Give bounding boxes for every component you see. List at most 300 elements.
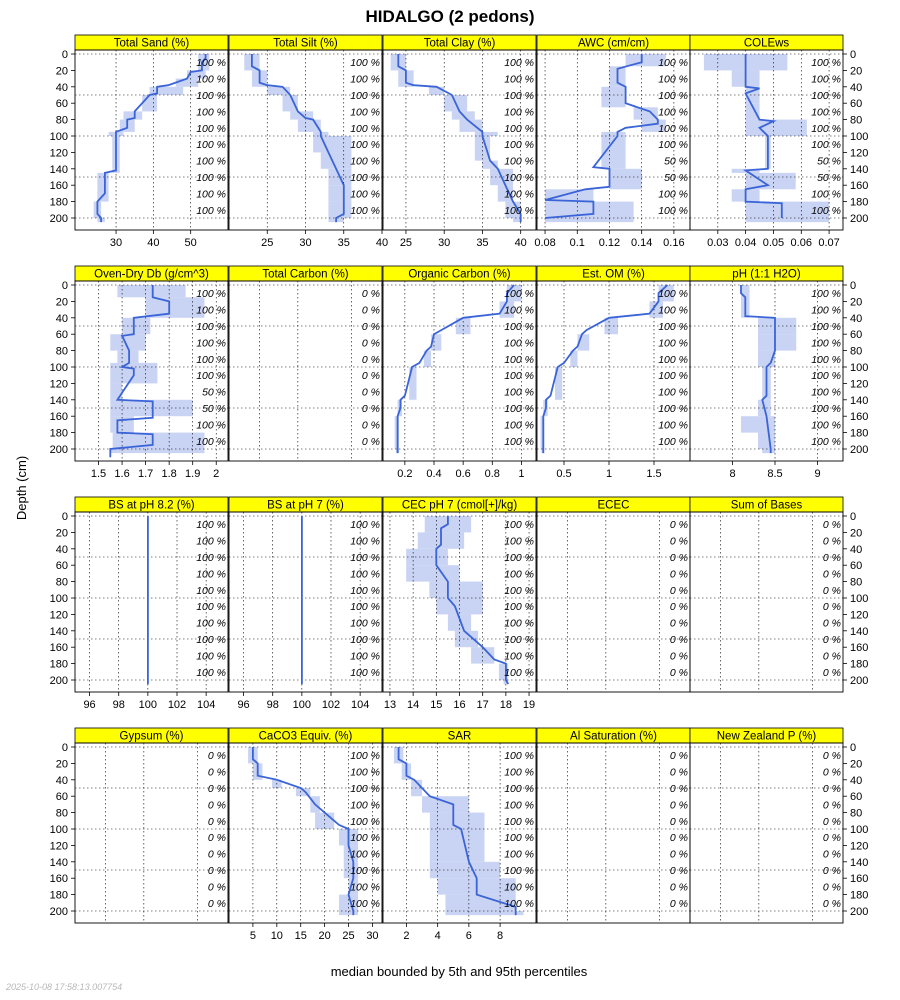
pct-label: 100 % (504, 139, 534, 152)
pct-label: 0 % (669, 617, 688, 630)
pct-label: 100 % (658, 288, 688, 301)
y-tick-label: 160 (49, 642, 68, 655)
pct-label: 0 % (822, 535, 841, 548)
y-tick-label: 160 (49, 180, 68, 193)
y-tick-label: 140 (49, 625, 68, 638)
pct-label: 0 % (669, 897, 688, 910)
pct-label: 100 % (658, 304, 688, 317)
x-tick-label: 102 (167, 699, 187, 711)
pct-label: 0 % (669, 650, 688, 663)
pct-label: 100 % (350, 90, 380, 102)
x-tick-label: 17 (476, 699, 489, 711)
band-segment (321, 152, 352, 168)
pct-label: 100 % (504, 750, 534, 763)
pct-label: 0 % (669, 766, 688, 779)
pct-label: 0 % (207, 832, 226, 845)
x-tick-label: 0.08 (534, 237, 556, 249)
pct-label: 100 % (350, 122, 380, 135)
pct-label: 0 % (822, 865, 841, 877)
pct-label: 100 % (811, 370, 841, 383)
pct-label: 50 % (664, 155, 688, 168)
y-tick-label: 180 (850, 658, 869, 671)
pct-label: 100 % (658, 353, 688, 366)
pct-label: 100 % (811, 57, 841, 70)
x-tick-label: 13 (383, 699, 397, 711)
pct-label: 0 % (669, 584, 688, 597)
band-segment (283, 95, 298, 111)
y-tick-label: 140 (49, 394, 68, 407)
x-tick-label: 50 (184, 237, 197, 249)
band-segment (110, 383, 122, 399)
y-tick-label: 100 (850, 824, 869, 836)
x-tick-label: 0.16 (663, 237, 685, 249)
x-tick-label: 0.12 (598, 237, 621, 249)
band-segment (605, 318, 619, 334)
pct-label: 0 % (669, 568, 688, 581)
y-tick-label: 180 (49, 196, 68, 209)
x-tick-label: 6 (465, 930, 472, 942)
pct-label: 100 % (811, 403, 841, 415)
y-tick-label: 20 (55, 758, 68, 771)
pct-label: 100 % (196, 288, 226, 301)
y-tick-label: 60 (55, 98, 68, 111)
x-tick-label: 40 (147, 237, 160, 249)
y-tick-label: 120 (850, 378, 869, 391)
x-tick-label: 0.04 (734, 237, 757, 249)
panel-total-clay (383, 35, 536, 249)
panel-frame (537, 512, 690, 692)
pct-label: 100 % (658, 321, 688, 333)
pct-label: 100 % (196, 337, 226, 350)
pct-label: 100 % (658, 73, 688, 86)
y-tick-label: 100 (49, 824, 68, 836)
band-segment (176, 79, 198, 87)
pct-label: 0 % (822, 584, 841, 597)
x-tick-label: 0.6 (455, 468, 471, 480)
pct-label: 100 % (196, 188, 226, 201)
pct-label: 100 % (658, 370, 688, 383)
chart-title: HIDALGO (2 pedons) (365, 7, 535, 26)
y-tick-label: 60 (850, 329, 863, 342)
pct-label: 100 % (504, 321, 534, 333)
y-tick-label: 120 (850, 147, 869, 160)
pct-label: 100 % (350, 601, 380, 614)
pct-label: 100 % (504, 73, 534, 86)
pct-label: 100 % (504, 832, 534, 845)
pct-label: 100 % (504, 288, 534, 301)
pct-label: 100 % (811, 304, 841, 317)
strip-label: Total Carbon (%) (262, 268, 349, 281)
pct-label: 100 % (504, 370, 534, 383)
pct-label: 100 % (196, 204, 226, 217)
strip-label: ECEC (597, 499, 630, 512)
x-tick-label: 30 (366, 930, 379, 942)
y-tick-label: 180 (850, 196, 869, 209)
pct-label: 100 % (196, 535, 226, 548)
pct-label: 0 % (669, 783, 688, 795)
y-tick-label: 80 (850, 114, 863, 127)
pct-label: 100 % (504, 535, 534, 548)
y-tick-label: 60 (55, 791, 68, 804)
pct-label: 100 % (658, 435, 688, 448)
pct-label: 0 % (361, 370, 380, 383)
pct-label: 0 % (669, 552, 688, 564)
pct-label: 100 % (196, 601, 226, 614)
panel-gypsum (50, 728, 228, 923)
y-tick-label: 200 (49, 675, 68, 687)
pct-label: 0 % (822, 568, 841, 581)
panel-frame (690, 743, 843, 923)
x-tick-label: 1 (518, 468, 525, 480)
pct-label: 100 % (350, 204, 380, 217)
pct-label: 100 % (196, 568, 226, 581)
pct-label: 100 % (811, 139, 841, 152)
pct-label: 100 % (350, 155, 380, 168)
pct-label: 0 % (361, 288, 380, 301)
pct-label: 100 % (504, 106, 534, 119)
strip-label: CEC pH 7 (cmol[+]/kg) (401, 499, 518, 512)
panel-awc-cm-cm (534, 35, 690, 249)
y-tick-label: 160 (850, 873, 869, 886)
pct-label: 100 % (196, 666, 226, 679)
panel-frame (75, 743, 228, 923)
y-tick-label: 0 (850, 280, 857, 292)
pct-label: 100 % (504, 568, 534, 581)
pct-label: 0 % (361, 386, 380, 399)
pct-label: 100 % (811, 321, 841, 333)
pct-label: 0 % (669, 750, 688, 763)
pct-label: 100 % (504, 337, 534, 350)
band-segment (545, 218, 634, 222)
x-tick-label: 35 (476, 237, 489, 249)
y-tick-label: 0 (61, 280, 68, 292)
pct-label: 100 % (658, 139, 688, 152)
pct-label: 100 % (504, 188, 534, 201)
pct-label: 100 % (196, 552, 226, 564)
pct-label: 100 % (196, 172, 226, 184)
pct-label: 100 % (196, 617, 226, 630)
pct-label: 100 % (811, 122, 841, 135)
x-tick-label: 0.4 (426, 468, 442, 480)
x-tick-label: 1 (605, 468, 613, 480)
pct-label: 100 % (504, 881, 534, 894)
pct-label: 100 % (504, 650, 534, 663)
band-segment (762, 449, 775, 453)
pct-label: 100 % (811, 419, 841, 432)
band-segment (313, 136, 351, 152)
y-tick-label: 60 (55, 329, 68, 342)
panel-oven-dry-db-g-cm-3 (50, 266, 228, 480)
x-axis-label: median bounded by 5th and 95th percentiles (330, 964, 588, 979)
panel-al-saturation (537, 728, 690, 923)
y-tick-label: 200 (850, 213, 869, 225)
pct-label: 100 % (350, 766, 380, 779)
x-tick-label: 19 (522, 699, 536, 711)
y-tick-label: 80 (850, 576, 863, 589)
band-segment (422, 796, 469, 812)
pct-label: 0 % (822, 601, 841, 614)
pct-label: 100 % (504, 552, 534, 564)
y-tick-label: 60 (850, 791, 863, 804)
band-segment (601, 87, 625, 108)
pct-label: 100 % (350, 848, 380, 861)
pct-label: 100 % (504, 815, 534, 828)
strip-label: Gypsum (%) (119, 730, 184, 743)
pct-label: 0 % (361, 321, 380, 333)
band-segment (758, 433, 775, 449)
y-tick-label: 80 (55, 576, 68, 589)
y-tick-label: 180 (49, 427, 68, 440)
x-tick-label: 9 (814, 468, 821, 480)
x-tick-label: 8 (497, 930, 504, 942)
y-tick-label: 20 (55, 527, 68, 540)
strip-label: Sum of Bases (730, 499, 803, 512)
x-tick-label: 104 (196, 699, 216, 711)
pct-label: 0 % (361, 435, 380, 448)
pct-label: 50 % (202, 403, 226, 415)
pct-label: 100 % (504, 584, 534, 597)
pct-label: 100 % (196, 519, 226, 532)
y-tick-label: 140 (49, 856, 68, 869)
y-tick-label: 0 (61, 742, 68, 754)
pct-label: 100 % (350, 799, 380, 812)
pct-label: 100 % (196, 321, 226, 333)
y-tick-label: 80 (55, 345, 68, 358)
pct-label: 0 % (669, 799, 688, 812)
x-tick-label: 98 (112, 699, 125, 711)
pct-label: 100 % (504, 601, 534, 614)
band-segment (741, 416, 775, 432)
pct-label: 100 % (350, 57, 380, 70)
pct-label: 100 % (504, 783, 534, 795)
y-tick-label: 120 (850, 840, 869, 853)
pct-label: 100 % (196, 634, 226, 646)
y-tick-label: 120 (850, 609, 869, 622)
pct-label: 0 % (207, 815, 226, 828)
pct-label: 0 % (669, 815, 688, 828)
strip-label: Total Silt (%) (273, 37, 338, 50)
pct-label: 100 % (811, 106, 841, 119)
x-tick-label: 8 (729, 468, 736, 480)
pct-label: 100 % (658, 337, 688, 350)
band-segment (110, 449, 204, 453)
y-tick-label: 20 (850, 758, 863, 771)
x-tick-label: 2 (213, 468, 220, 480)
pct-label: 100 % (196, 90, 226, 102)
pct-label: 0 % (207, 881, 226, 894)
pct-label: 100 % (504, 897, 534, 910)
strip-label: CaCO3 Equiv. (%) (258, 730, 353, 743)
strip-label: SAR (447, 730, 472, 743)
pct-label: 0 % (822, 634, 841, 646)
pct-label: 100 % (350, 815, 380, 828)
y-tick-label: 80 (850, 807, 863, 820)
pct-label: 100 % (811, 386, 841, 399)
band-segment (406, 565, 459, 581)
x-tick-label: 1.5 (646, 468, 662, 480)
pct-label: 100 % (196, 353, 226, 366)
panel-new-zealand-p (690, 728, 868, 923)
y-tick-label: 40 (850, 81, 863, 94)
pct-label: 100 % (350, 750, 380, 763)
pct-label: 100 % (350, 552, 380, 564)
panel-bs-at-ph-8-2 (50, 497, 228, 711)
pct-label: 50 % (817, 155, 841, 168)
y-tick-label: 140 (850, 625, 869, 638)
y-tick-label: 160 (49, 411, 68, 424)
y-tick-label: 160 (850, 642, 869, 655)
x-tick-label: 35 (337, 237, 350, 249)
y-tick-label: 200 (49, 906, 68, 918)
pct-label: 100 % (196, 73, 226, 86)
y-tick-label: 160 (49, 873, 68, 886)
y-tick-label: 40 (850, 543, 863, 556)
pct-label: 100 % (658, 386, 688, 399)
pct-label: 0 % (669, 666, 688, 679)
strip-label: New Zealand P (%) (716, 730, 817, 743)
pct-label: 100 % (504, 419, 534, 432)
panel-total-silt (229, 35, 388, 249)
pct-label: 0 % (207, 865, 226, 877)
x-tick-label: 20 (318, 930, 331, 942)
x-tick-label: 98 (266, 699, 279, 711)
pct-label: 100 % (350, 519, 380, 532)
x-tick-label: 10 (270, 930, 283, 942)
pct-label: 0 % (822, 832, 841, 845)
pct-label: 100 % (658, 106, 688, 119)
pct-label: 100 % (811, 337, 841, 350)
band-segment (328, 185, 351, 201)
band-segment (475, 132, 498, 136)
y-tick-label: 40 (850, 312, 863, 325)
strip-label: BS at pH 8.2 (%) (108, 499, 195, 512)
pct-label: 100 % (196, 106, 226, 119)
x-tick-label: 40 (375, 237, 389, 249)
y-tick-label: 20 (55, 65, 68, 78)
strip-label: COLEws (743, 37, 790, 50)
y-tick-label: 0 (850, 511, 857, 523)
pct-label: 100 % (658, 419, 688, 432)
y-tick-label: 120 (49, 378, 68, 391)
pct-label: 100 % (350, 568, 380, 581)
pct-label: 100 % (504, 799, 534, 812)
panel-sum-of-bases (690, 497, 868, 692)
pct-label: 100 % (504, 304, 534, 317)
band-segment (430, 829, 485, 862)
x-tick-label: 25 (342, 930, 355, 942)
panel-ph-1-1-h2o (690, 266, 868, 480)
pct-label: 100 % (350, 666, 380, 679)
x-tick-label: 96 (83, 699, 96, 711)
y-axis-label: Depth (cm) (14, 455, 29, 521)
band-segment (445, 911, 523, 915)
x-tick-label: 0.5 (556, 468, 572, 480)
pct-label: 0 % (822, 897, 841, 910)
y-tick-label: 140 (49, 163, 68, 176)
pct-label: 100 % (350, 783, 380, 795)
pct-label: 100 % (811, 90, 841, 102)
pct-label: 0 % (361, 353, 380, 366)
pct-label: 100 % (504, 865, 534, 877)
pct-label: 100 % (504, 519, 534, 532)
y-tick-label: 40 (55, 543, 68, 556)
y-tick-label: 120 (49, 609, 68, 622)
pct-label: 100 % (350, 617, 380, 630)
y-tick-label: 200 (49, 213, 68, 225)
y-tick-label: 80 (850, 345, 863, 358)
x-tick-label: 1.8 (161, 468, 177, 480)
pct-label: 100 % (658, 403, 688, 415)
band-segment (545, 202, 634, 218)
pct-label: 0 % (207, 848, 226, 861)
pct-label: 100 % (350, 584, 380, 597)
x-tick-label: 0.05 (762, 237, 785, 249)
y-tick-label: 60 (55, 560, 68, 573)
pct-label: 100 % (811, 353, 841, 366)
x-tick-label: 0.1 (569, 237, 585, 249)
x-tick-label: 0.07 (818, 237, 840, 249)
pct-label: 0 % (669, 601, 688, 614)
y-tick-label: 120 (49, 840, 68, 853)
pct-label: 0 % (361, 304, 380, 317)
panel-frame (690, 512, 843, 692)
band-segment (758, 334, 796, 350)
y-tick-label: 120 (49, 147, 68, 160)
y-tick-label: 20 (55, 296, 68, 309)
panel-colews (690, 35, 868, 249)
pct-label: 100 % (504, 848, 534, 861)
panel-grid (50, 35, 869, 942)
x-tick-label: 1.9 (185, 468, 201, 480)
panel-frame (229, 281, 382, 461)
pct-label: 100 % (811, 435, 841, 448)
pct-label: 100 % (196, 304, 226, 317)
x-tick-label: 0.14 (630, 237, 653, 249)
pct-label: 0 % (822, 881, 841, 894)
pct-label: 0 % (822, 519, 841, 532)
band-segment (97, 173, 108, 194)
y-tick-label: 0 (850, 742, 857, 754)
pct-label: 0 % (669, 832, 688, 845)
pct-label: 100 % (196, 122, 226, 135)
y-tick-label: 40 (55, 774, 68, 787)
y-tick-label: 140 (850, 394, 869, 407)
y-tick-label: 160 (850, 180, 869, 193)
pct-label: 0 % (822, 552, 841, 564)
band-segment (601, 132, 625, 169)
band-segment (429, 582, 482, 598)
panel-bs-at-ph-7 (229, 497, 382, 711)
y-tick-label: 140 (850, 163, 869, 176)
y-tick-label: 100 (850, 593, 869, 605)
pct-label: 100 % (350, 73, 380, 86)
y-tick-label: 40 (850, 774, 863, 787)
y-tick-label: 160 (850, 411, 869, 424)
x-tick-label: 30 (299, 237, 312, 249)
panel-caco3-equiv (229, 728, 382, 942)
pct-label: 50 % (202, 386, 226, 399)
pct-label: 100 % (196, 419, 226, 432)
y-tick-label: 20 (850, 65, 863, 78)
y-tick-label: 80 (55, 114, 68, 127)
pct-label: 0 % (822, 783, 841, 795)
x-tick-label: 96 (237, 699, 250, 711)
x-tick-label: 0.2 (397, 468, 413, 480)
pct-label: 100 % (196, 139, 226, 152)
x-tick-label: 16 (453, 699, 466, 711)
pct-label: 100 % (196, 155, 226, 168)
pct-label: 0 % (822, 666, 841, 679)
